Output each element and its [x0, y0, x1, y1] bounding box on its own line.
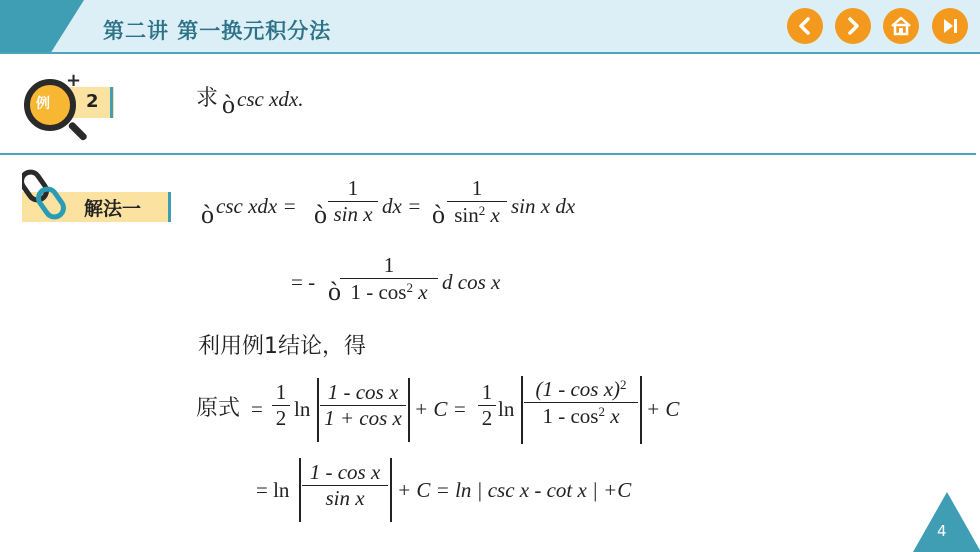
fraction-denominator: $1 - \cos^2 x$: [350, 280, 428, 304]
line3-mid: + C =: [414, 397, 467, 421]
example-char: 例: [36, 96, 50, 112]
line4-tail: + C = ln | csc x - cot x | +C: [397, 478, 632, 502]
home-button[interactable]: [883, 8, 919, 44]
fraction-denominator: $\sin^2 x$: [454, 203, 500, 227]
line1-dx: dx =: [382, 194, 422, 218]
page-title: 第二讲 第一换元积分法: [103, 19, 332, 43]
example-label-edge: [110, 87, 113, 118]
fraction-denominator: 2: [481, 406, 493, 430]
fraction-numerator: 1 - cos x: [320, 382, 406, 406]
abs-bar-right: [390, 458, 392, 522]
problem-expression: csc xdx.: [237, 87, 304, 111]
ln-label: ln: [498, 397, 515, 421]
abs-bar-right: [408, 378, 410, 442]
line1-tail: sin x dx: [511, 194, 576, 218]
fraction-denominator: sin x: [325, 486, 365, 510]
fraction-denominator: 1 + cos x: [324, 406, 402, 430]
integral-sign: ò: [328, 277, 341, 306]
line1-lhs: csc xdx =: [216, 194, 297, 218]
line2-prefix: = -: [291, 270, 316, 294]
header-accent: [0, 0, 84, 54]
line3-prefix: 原式: [196, 396, 241, 421]
prev-button[interactable]: [787, 8, 823, 44]
integral-sign: ò: [222, 90, 235, 119]
last-page-button[interactable]: [932, 8, 968, 44]
chevron-left-icon: [795, 16, 815, 36]
line4-prefix: = ln: [256, 478, 290, 502]
page-number: 4: [937, 522, 947, 540]
magnifier-handle: [68, 121, 89, 142]
fraction-numerator: 1: [447, 178, 507, 202]
abs-bar-left: [521, 376, 523, 444]
fraction-denominator: sin x: [333, 202, 373, 226]
fraction-numerator: 1 - cos x: [302, 462, 388, 486]
line2-tail: d cos x: [442, 270, 501, 294]
fraction-numerator: 1: [272, 382, 290, 406]
solution-label: 解法一: [84, 198, 142, 220]
abs-bar-right: [640, 376, 642, 444]
section-divider: [0, 153, 976, 155]
problem-prefix: 求: [196, 86, 219, 111]
ln-label: ln: [294, 397, 311, 421]
fraction-denominator: $1 - \cos^2 x$: [542, 404, 620, 428]
line3-fraction-1: [320, 382, 406, 429]
next-button[interactable]: [835, 8, 871, 44]
abs-bar-left: [299, 458, 301, 522]
solution-label-edge: [168, 192, 171, 222]
fraction-denominator: 2: [275, 406, 287, 430]
fraction-numerator: 1: [340, 255, 438, 279]
line3-fraction-2: [524, 378, 638, 427]
chevron-right-icon: [843, 16, 863, 36]
abs-bar-left: [317, 378, 319, 442]
line3-tail: + C: [646, 397, 680, 421]
example-number: 2: [86, 91, 99, 112]
line1-fraction-1: [328, 178, 378, 225]
integral-sign: ò: [314, 200, 327, 229]
fraction-numerator: (1 - cos x)$^2$: [524, 378, 638, 403]
integral-sign: ò: [201, 200, 214, 229]
chain-link-icon: [22, 168, 74, 224]
half-fraction: [478, 382, 496, 429]
line1-fraction-2: [447, 178, 507, 226]
home-icon: [890, 15, 912, 37]
line3-eq: =: [251, 397, 263, 421]
skip-end-icon: [940, 16, 960, 36]
plus-icon: +: [66, 70, 82, 91]
line2-fraction: [340, 255, 438, 303]
half-fraction: [272, 382, 290, 429]
header-divider: [0, 52, 980, 54]
note-text: 利用例1结论，得: [198, 334, 366, 359]
fraction-numerator: 1: [328, 178, 378, 202]
fraction-numerator: 1: [478, 382, 496, 406]
line4-fraction: [302, 462, 388, 509]
integral-sign: ò: [432, 200, 445, 229]
